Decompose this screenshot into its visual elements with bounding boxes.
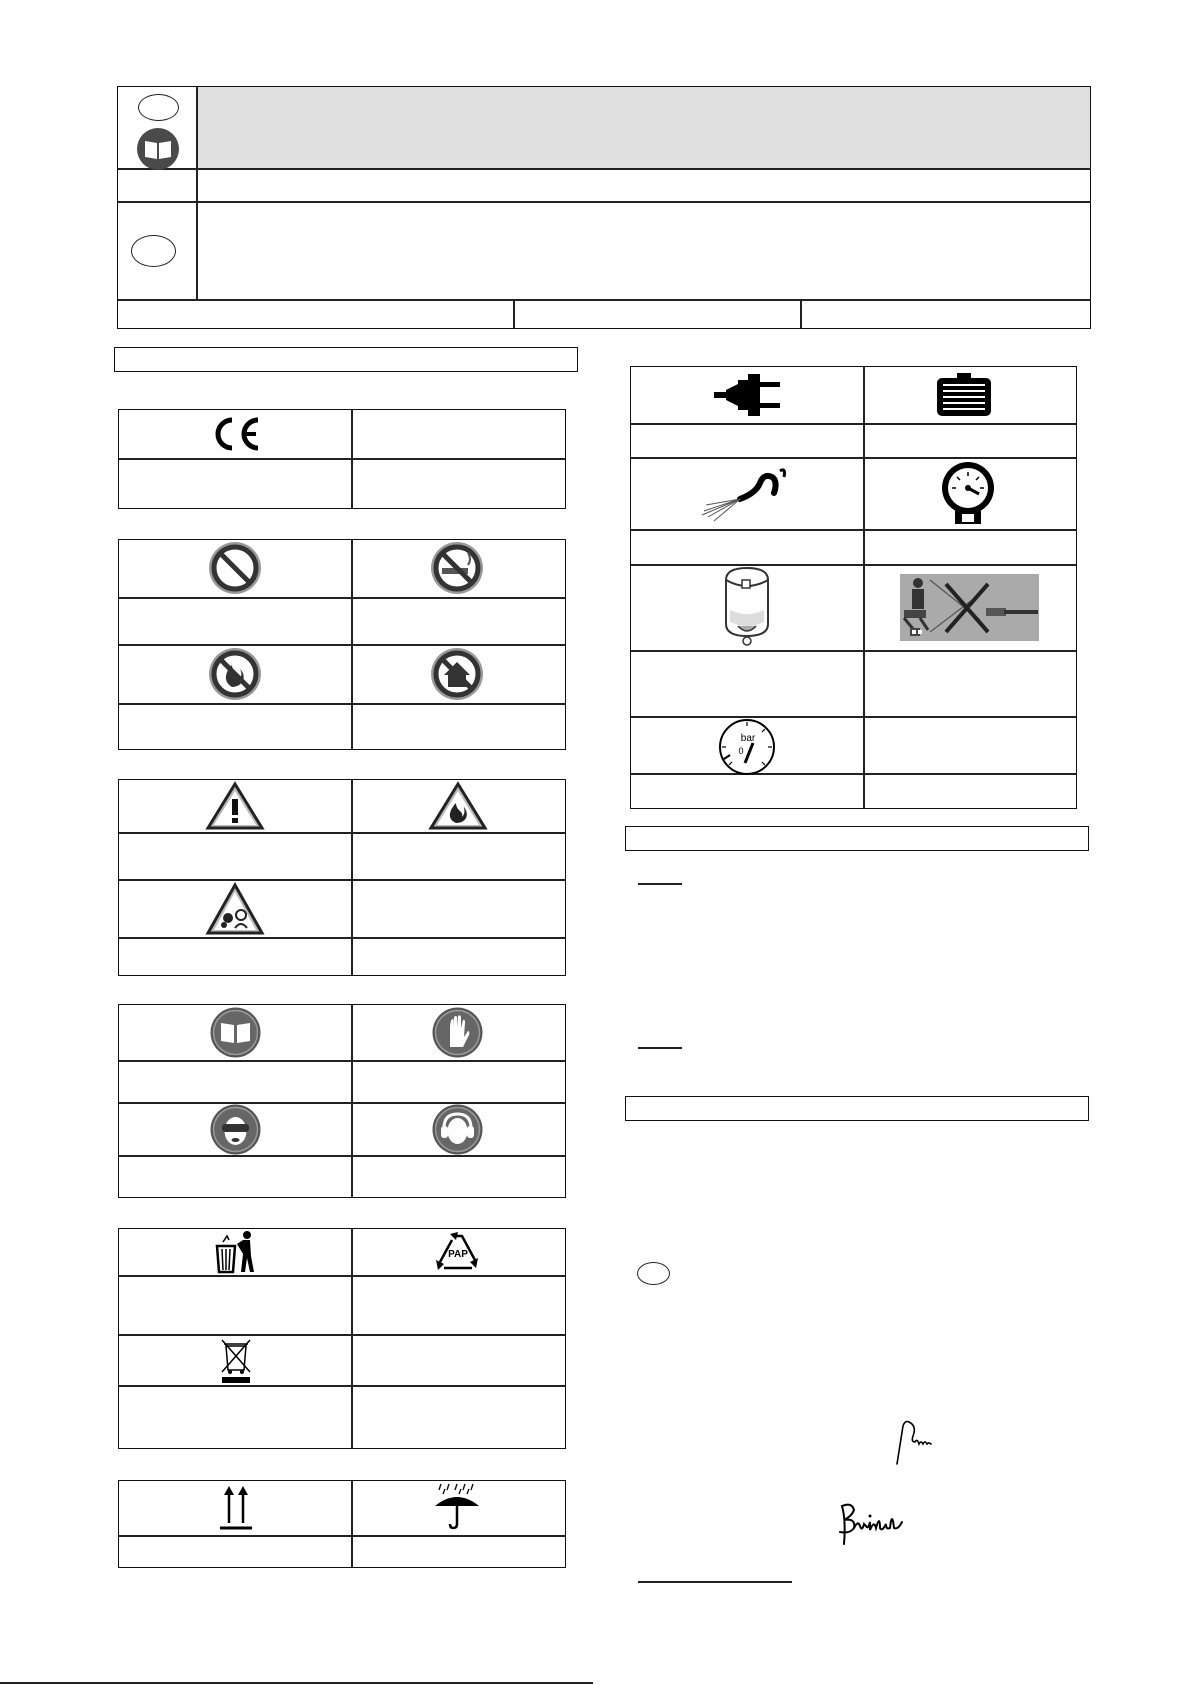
explosive-dust-icon	[205, 882, 265, 936]
underline-note-1	[638, 883, 682, 885]
no-house-icon	[430, 647, 484, 701]
keep-dry-icon	[431, 1482, 483, 1532]
book-icon	[136, 127, 180, 171]
ce-mark-icon	[208, 414, 264, 454]
header-divider-2	[118, 201, 1091, 203]
div	[631, 650, 1076, 652]
table-transport	[118, 1480, 566, 1568]
div	[119, 1535, 565, 1537]
div	[119, 1334, 565, 1336]
div	[119, 937, 565, 939]
header-meta-div-1	[513, 299, 515, 328]
manometer-icon	[941, 461, 995, 525]
weee-bin-icon	[218, 1336, 254, 1384]
div	[119, 458, 565, 460]
div	[631, 716, 1076, 718]
header-meta-div-2	[800, 299, 802, 328]
div	[351, 1005, 353, 1197]
table-disposal	[118, 1228, 566, 1449]
goggles-icon	[210, 1104, 261, 1155]
div	[119, 597, 565, 599]
motor-icon	[935, 373, 993, 417]
div	[863, 367, 865, 808]
bar-gauge-zero: 0	[738, 746, 744, 756]
div	[119, 879, 565, 881]
div	[631, 773, 1076, 775]
header-divider-3	[118, 299, 1091, 301]
gloves-icon	[432, 1007, 483, 1058]
header-title-band	[197, 87, 1090, 168]
div	[119, 1385, 565, 1387]
header-divider-v	[196, 87, 198, 299]
signature-line	[638, 1581, 792, 1583]
bar-gauge-icon	[718, 719, 776, 775]
div	[119, 1155, 565, 1157]
no-spray-people-icon	[900, 574, 1039, 641]
flammable-icon	[428, 781, 488, 831]
div	[631, 423, 1076, 425]
symbols-heading-box	[114, 347, 578, 372]
div	[631, 457, 1076, 459]
div	[119, 703, 565, 705]
signature-1	[893, 1418, 943, 1466]
recycle-pap-icon	[432, 1230, 484, 1274]
div	[631, 529, 1076, 531]
footer-rule	[0, 1682, 593, 1684]
language-badge-oval-3	[637, 1262, 670, 1285]
underline-note-2	[638, 1047, 682, 1049]
this-way-up-icon	[218, 1483, 254, 1531]
litter-bin-icon	[213, 1230, 259, 1274]
div	[351, 780, 353, 975]
no-smoking-icon	[430, 541, 484, 595]
div	[351, 1481, 353, 1567]
signature-2	[830, 1500, 915, 1546]
recycling-code-text: PAP	[448, 1249, 468, 1260]
language-badge-oval-2	[131, 235, 176, 267]
intro-text	[210, 210, 1070, 290]
bar-gauge-unit: bar	[740, 733, 756, 744]
div	[119, 644, 565, 646]
info-heading-box	[625, 826, 1089, 851]
div	[119, 832, 565, 834]
ear-protection-icon	[432, 1104, 483, 1155]
div	[119, 1060, 565, 1062]
no-open-flame-icon	[208, 647, 262, 701]
div	[119, 1275, 565, 1277]
div	[351, 1229, 353, 1448]
spray-hose-icon	[700, 463, 794, 525]
declaration-heading-box	[625, 1096, 1089, 1121]
vacuum-icon	[718, 566, 776, 648]
header-divider-1	[118, 168, 1091, 170]
div	[119, 1102, 565, 1104]
table-warnings	[118, 779, 566, 976]
language-badge-oval	[138, 94, 179, 121]
read-manual-icon	[210, 1007, 261, 1058]
plug-icon	[714, 372, 782, 418]
prohibition-icon	[208, 541, 262, 595]
warning-icon	[205, 781, 265, 831]
table-ppe	[118, 1004, 566, 1198]
div	[631, 564, 1076, 566]
